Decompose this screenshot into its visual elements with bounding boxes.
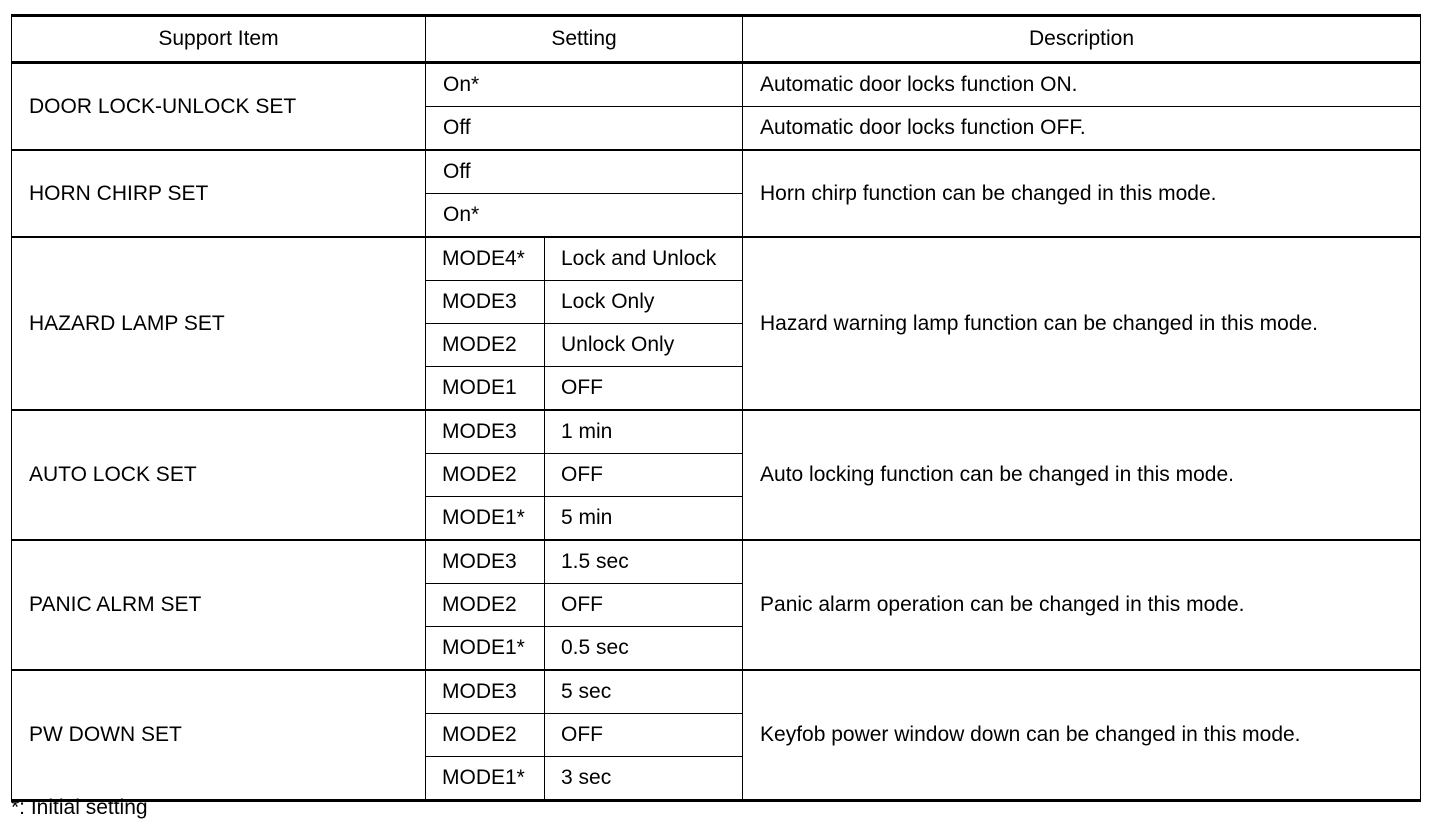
support-item-table <box>11 14 1421 802</box>
mode-cell: MODE1* <box>426 497 545 541</box>
setting-cell: Off <box>426 107 743 151</box>
description-cell: Automatic door locks function ON. <box>743 63 1421 107</box>
mode-cell: MODE3 <box>426 540 545 584</box>
header-setting: Setting <box>426 16 743 63</box>
mode-cell: MODE2 <box>426 454 545 497</box>
table-header-row <box>12 16 1421 63</box>
mode-cell: MODE2 <box>426 324 545 367</box>
mode-cell: MODE2 <box>426 584 545 627</box>
table-row <box>12 237 1421 281</box>
value-cell: OFF <box>545 714 743 757</box>
table-row <box>12 63 1421 107</box>
mode-cell: MODE2 <box>426 714 545 757</box>
value-cell: Unlock Only <box>545 324 743 367</box>
value-cell: OFF <box>545 367 743 411</box>
value-cell: 0.5 sec <box>545 627 743 671</box>
header-description: Description <box>743 16 1421 63</box>
description-cell: Horn chirp function can be changed in this mode. <box>743 150 1421 237</box>
description-cell: Hazard warning lamp function can be changed in this mode. <box>743 237 1421 410</box>
table-row <box>12 540 1421 584</box>
support-item-cell: DOOR LOCK-UNLOCK SET <box>12 63 426 151</box>
table-row <box>12 410 1421 454</box>
setting-cell: Off <box>426 150 743 194</box>
setting-cell: On* <box>426 63 743 107</box>
header-support-item: Support Item <box>12 16 426 63</box>
mode-cell: MODE3 <box>426 281 545 324</box>
setting-cell: On* <box>426 194 743 238</box>
value-cell: Lock and Unlock <box>545 237 743 281</box>
value-cell: 3 sec <box>545 757 743 801</box>
mode-cell: MODE3 <box>426 410 545 454</box>
support-item-cell: PANIC ALRM SET <box>12 540 426 670</box>
table-row <box>12 670 1421 714</box>
value-cell: 5 sec <box>545 670 743 714</box>
value-cell: 1 min <box>545 410 743 454</box>
support-item-cell: AUTO LOCK SET <box>12 410 426 540</box>
description-cell: Keyfob power window down can be changed in this mode. <box>743 670 1421 801</box>
value-cell: 1.5 sec <box>545 540 743 584</box>
support-item-cell: HORN CHIRP SET <box>12 150 426 237</box>
value-cell: OFF <box>545 584 743 627</box>
support-item-cell: HAZARD LAMP SET <box>12 237 426 410</box>
value-cell: OFF <box>545 454 743 497</box>
footnote: *: Initial setting <box>11 796 148 819</box>
table-row <box>12 150 1421 194</box>
mode-cell: MODE3 <box>426 670 545 714</box>
value-cell: Lock Only <box>545 281 743 324</box>
description-cell: Automatic door locks function OFF. <box>743 107 1421 151</box>
mode-cell: MODE1* <box>426 757 545 801</box>
description-cell: Panic alarm operation can be changed in this mode. <box>743 540 1421 670</box>
mode-cell: MODE1* <box>426 627 545 671</box>
support-item-cell: PW DOWN SET <box>12 670 426 801</box>
value-cell: 5 min <box>545 497 743 541</box>
description-cell: Auto locking function can be changed in this mode. <box>743 410 1421 540</box>
mode-cell: MODE1 <box>426 367 545 411</box>
mode-cell: MODE4* <box>426 237 545 281</box>
